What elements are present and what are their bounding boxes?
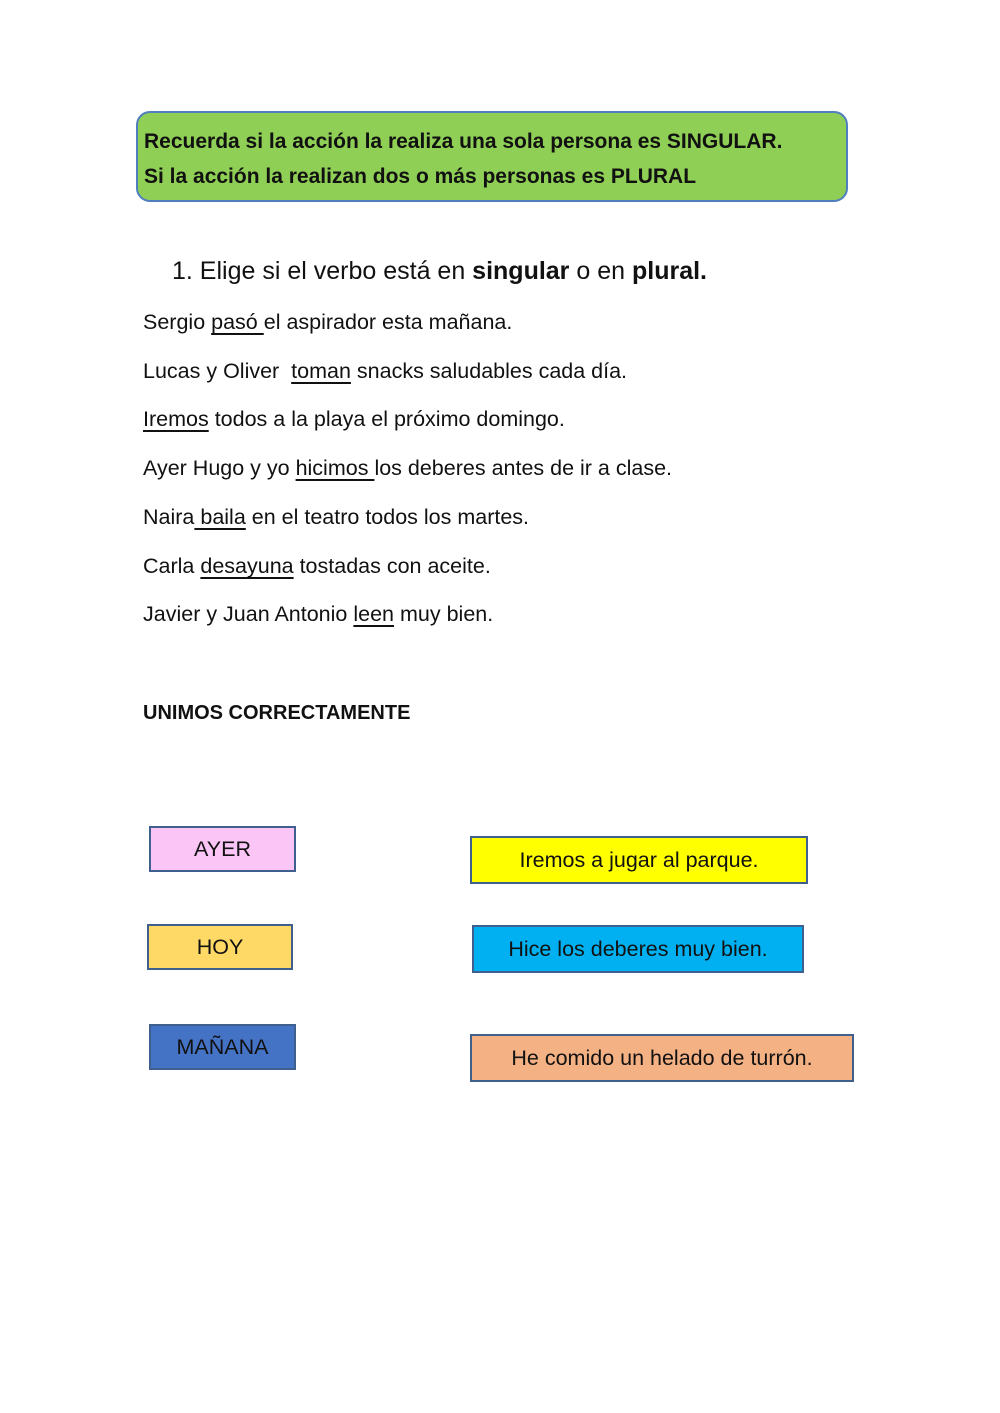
card-label: Hice los deberes muy bien.	[508, 936, 768, 961]
sentence-text: los deberes antes de ir a clase.	[374, 456, 673, 480]
sentence-1	[143, 307, 512, 337]
heading-plural: plural.	[631, 257, 707, 285]
sentence-text: muy bien.	[394, 602, 494, 626]
sentence-text: Lucas y Oliver	[143, 359, 292, 383]
match-card-hice[interactable]	[472, 925, 804, 973]
match-card-he-comido[interactable]	[470, 1034, 854, 1082]
heading-prefix: 1. Elige si el verbo está en	[172, 257, 473, 285]
verb-hicimos[interactable]: hicimos	[295, 456, 375, 480]
match-card-hoy[interactable]	[147, 924, 293, 970]
match-card-mañana[interactable]	[149, 1024, 296, 1070]
heading-middle: o en	[569, 257, 632, 285]
heading-singular: singular	[472, 257, 570, 285]
sentence-3	[143, 404, 565, 434]
exercise-2-title: UNIMOS CORRECTAMENTE	[143, 702, 411, 724]
sentence-5	[143, 502, 529, 532]
sentence-text: snacks saludables cada día.	[350, 359, 628, 383]
card-label: HOY	[196, 934, 244, 959]
verb-desayuna[interactable]: desayuna	[200, 554, 294, 578]
sentence-2	[143, 356, 627, 386]
match-card-iremos[interactable]	[470, 836, 808, 884]
card-label: He comido un helado de turrón.	[511, 1045, 813, 1070]
card-label: MAÑANA	[176, 1034, 269, 1059]
sentence-text: Sergio	[143, 310, 212, 334]
card-label: Iremos a jugar al parque.	[519, 847, 759, 872]
sentence-text: Carla	[143, 554, 201, 578]
card-label: AYER	[194, 836, 251, 861]
sentence-text: todos a la playa el próximo domingo.	[208, 407, 565, 431]
verb-pasó[interactable]: pasó	[211, 310, 264, 334]
match-card-ayer[interactable]	[149, 826, 296, 872]
sentence-text: Ayer Hugo y yo	[143, 456, 296, 480]
sentence-6	[143, 551, 491, 581]
sentence-text: tostadas con aceite.	[293, 554, 491, 578]
sentence-text: en el teatro todos los martes.	[245, 505, 530, 529]
verb-toman[interactable]: toman	[291, 359, 351, 383]
sentence-7	[143, 599, 493, 629]
verb-baila[interactable]: baila	[194, 505, 246, 529]
sentence-text: el aspirador esta mañana.	[263, 310, 513, 334]
verb-iremos[interactable]: Iremos	[143, 407, 209, 431]
reminder-box	[136, 111, 848, 202]
verb-leen[interactable]: leen	[353, 602, 395, 626]
sentence-4	[143, 453, 672, 483]
exercise-1-heading	[172, 252, 707, 290]
sentence-text: Naira	[143, 505, 195, 529]
reminder-line-1: Recuerda si la acción la realiza una sola persona es SINGULAR.	[144, 130, 783, 153]
reminder-line-2: Si la acción la realizan dos o más personas es PLURAL	[144, 165, 697, 188]
sentence-text: Javier y Juan Antonio	[143, 602, 354, 626]
